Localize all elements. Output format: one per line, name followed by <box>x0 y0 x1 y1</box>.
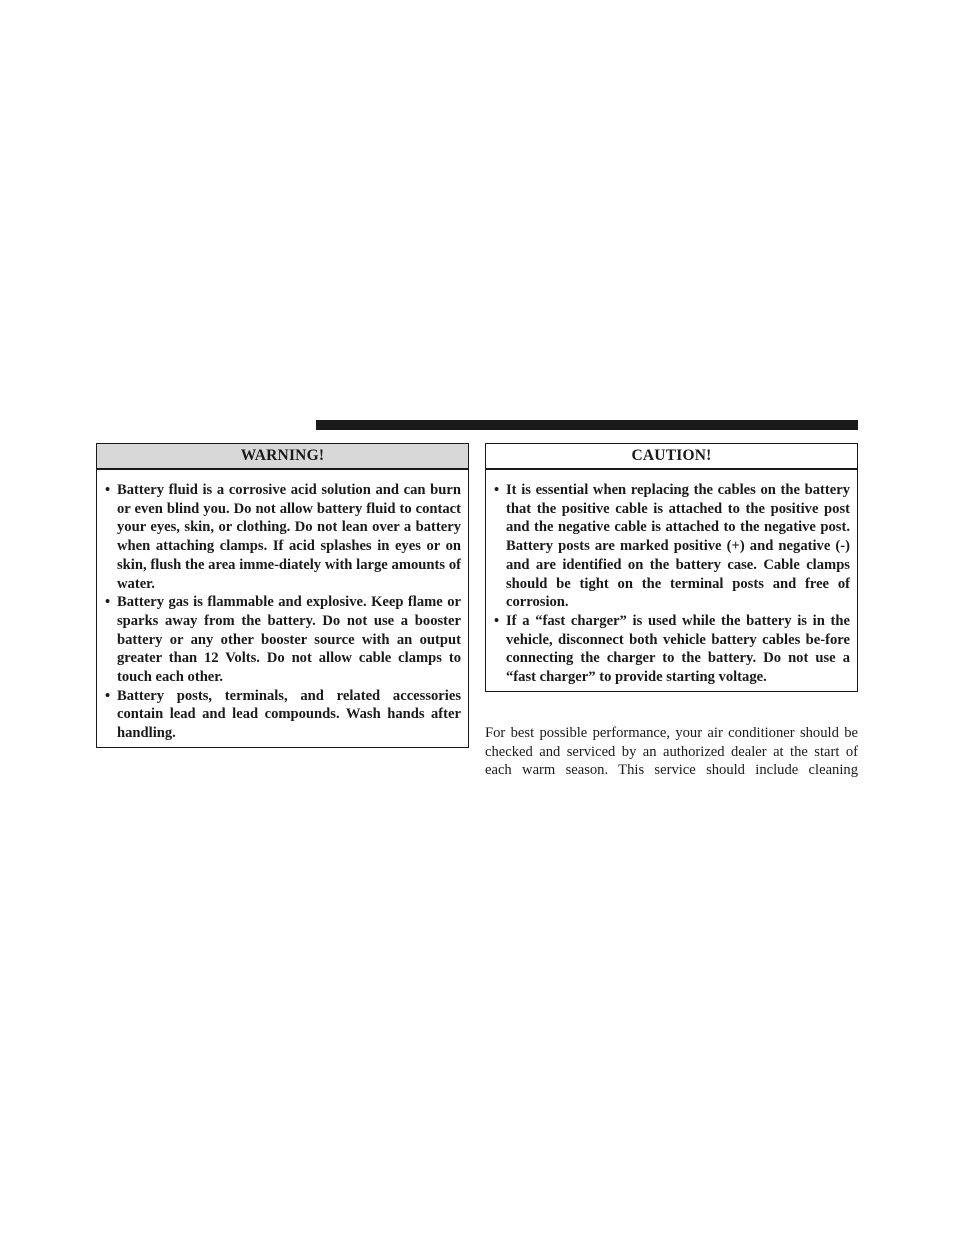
caution-list <box>486 470 857 687</box>
warning-item <box>104 481 461 593</box>
warning-item <box>104 687 461 743</box>
bullet-icon: • <box>494 482 500 498</box>
bullet-icon: • <box>105 594 111 611</box>
caution-item-text: If a “fast charger” is used while the battery is in the vehicle, disconnect both vehicle battery cables be-fore connecting the charger to the battery. Do not use a “fast charger” to provide starting voltage. <box>506 612 850 686</box>
section-header-bar <box>316 420 858 430</box>
warning-item <box>104 593 461 687</box>
warning-item-text: Battery gas is flammable and explosive. Keep flame or sparks away from the battery. Do not use a booster battery or any other booster source with an output greater than 12 Volts. Do not allow cable clamps to touch each other. <box>117 594 461 686</box>
caution-item <box>493 481 850 612</box>
warning-item-text: Battery posts, terminals, and related accessories contain lead and lead compounds. Wash hands after handling. <box>117 687 461 742</box>
warning-title: WARNING! <box>97 444 468 470</box>
body-paragraph: For best possible performance, your air conditioner should be checked and serviced by an authorized dealer at the start of each warm season. This service should include cleaning <box>485 725 858 779</box>
bullet-icon: • <box>105 482 111 498</box>
caution-item-text: It is essential when replacing the cables on the battery that the positive cable is attached to the positive post and the negative cable is attached to the negative post. Battery posts are marked positive (+) and negative (-) and are identified on the battery case. Cable clamps should be tight on the terminal posts and free of corrosion. <box>506 482 850 611</box>
caution-box <box>485 443 858 692</box>
bullet-icon: • <box>105 687 111 704</box>
warning-box <box>96 443 469 748</box>
warning-list <box>97 470 468 743</box>
caution-title: CAUTION! <box>486 444 857 470</box>
warning-item-text: Battery fluid is a corrosive acid solution and can burn or even blind you. Do not allow battery fluid to contact your eyes, skin, or clothing. Do not lean over a battery when attaching clamps. If acid splashes in eyes or on skin, flush the area imme-diately with large amounts of water. <box>117 482 461 592</box>
caution-item <box>493 612 850 687</box>
bullet-icon: • <box>494 612 500 629</box>
